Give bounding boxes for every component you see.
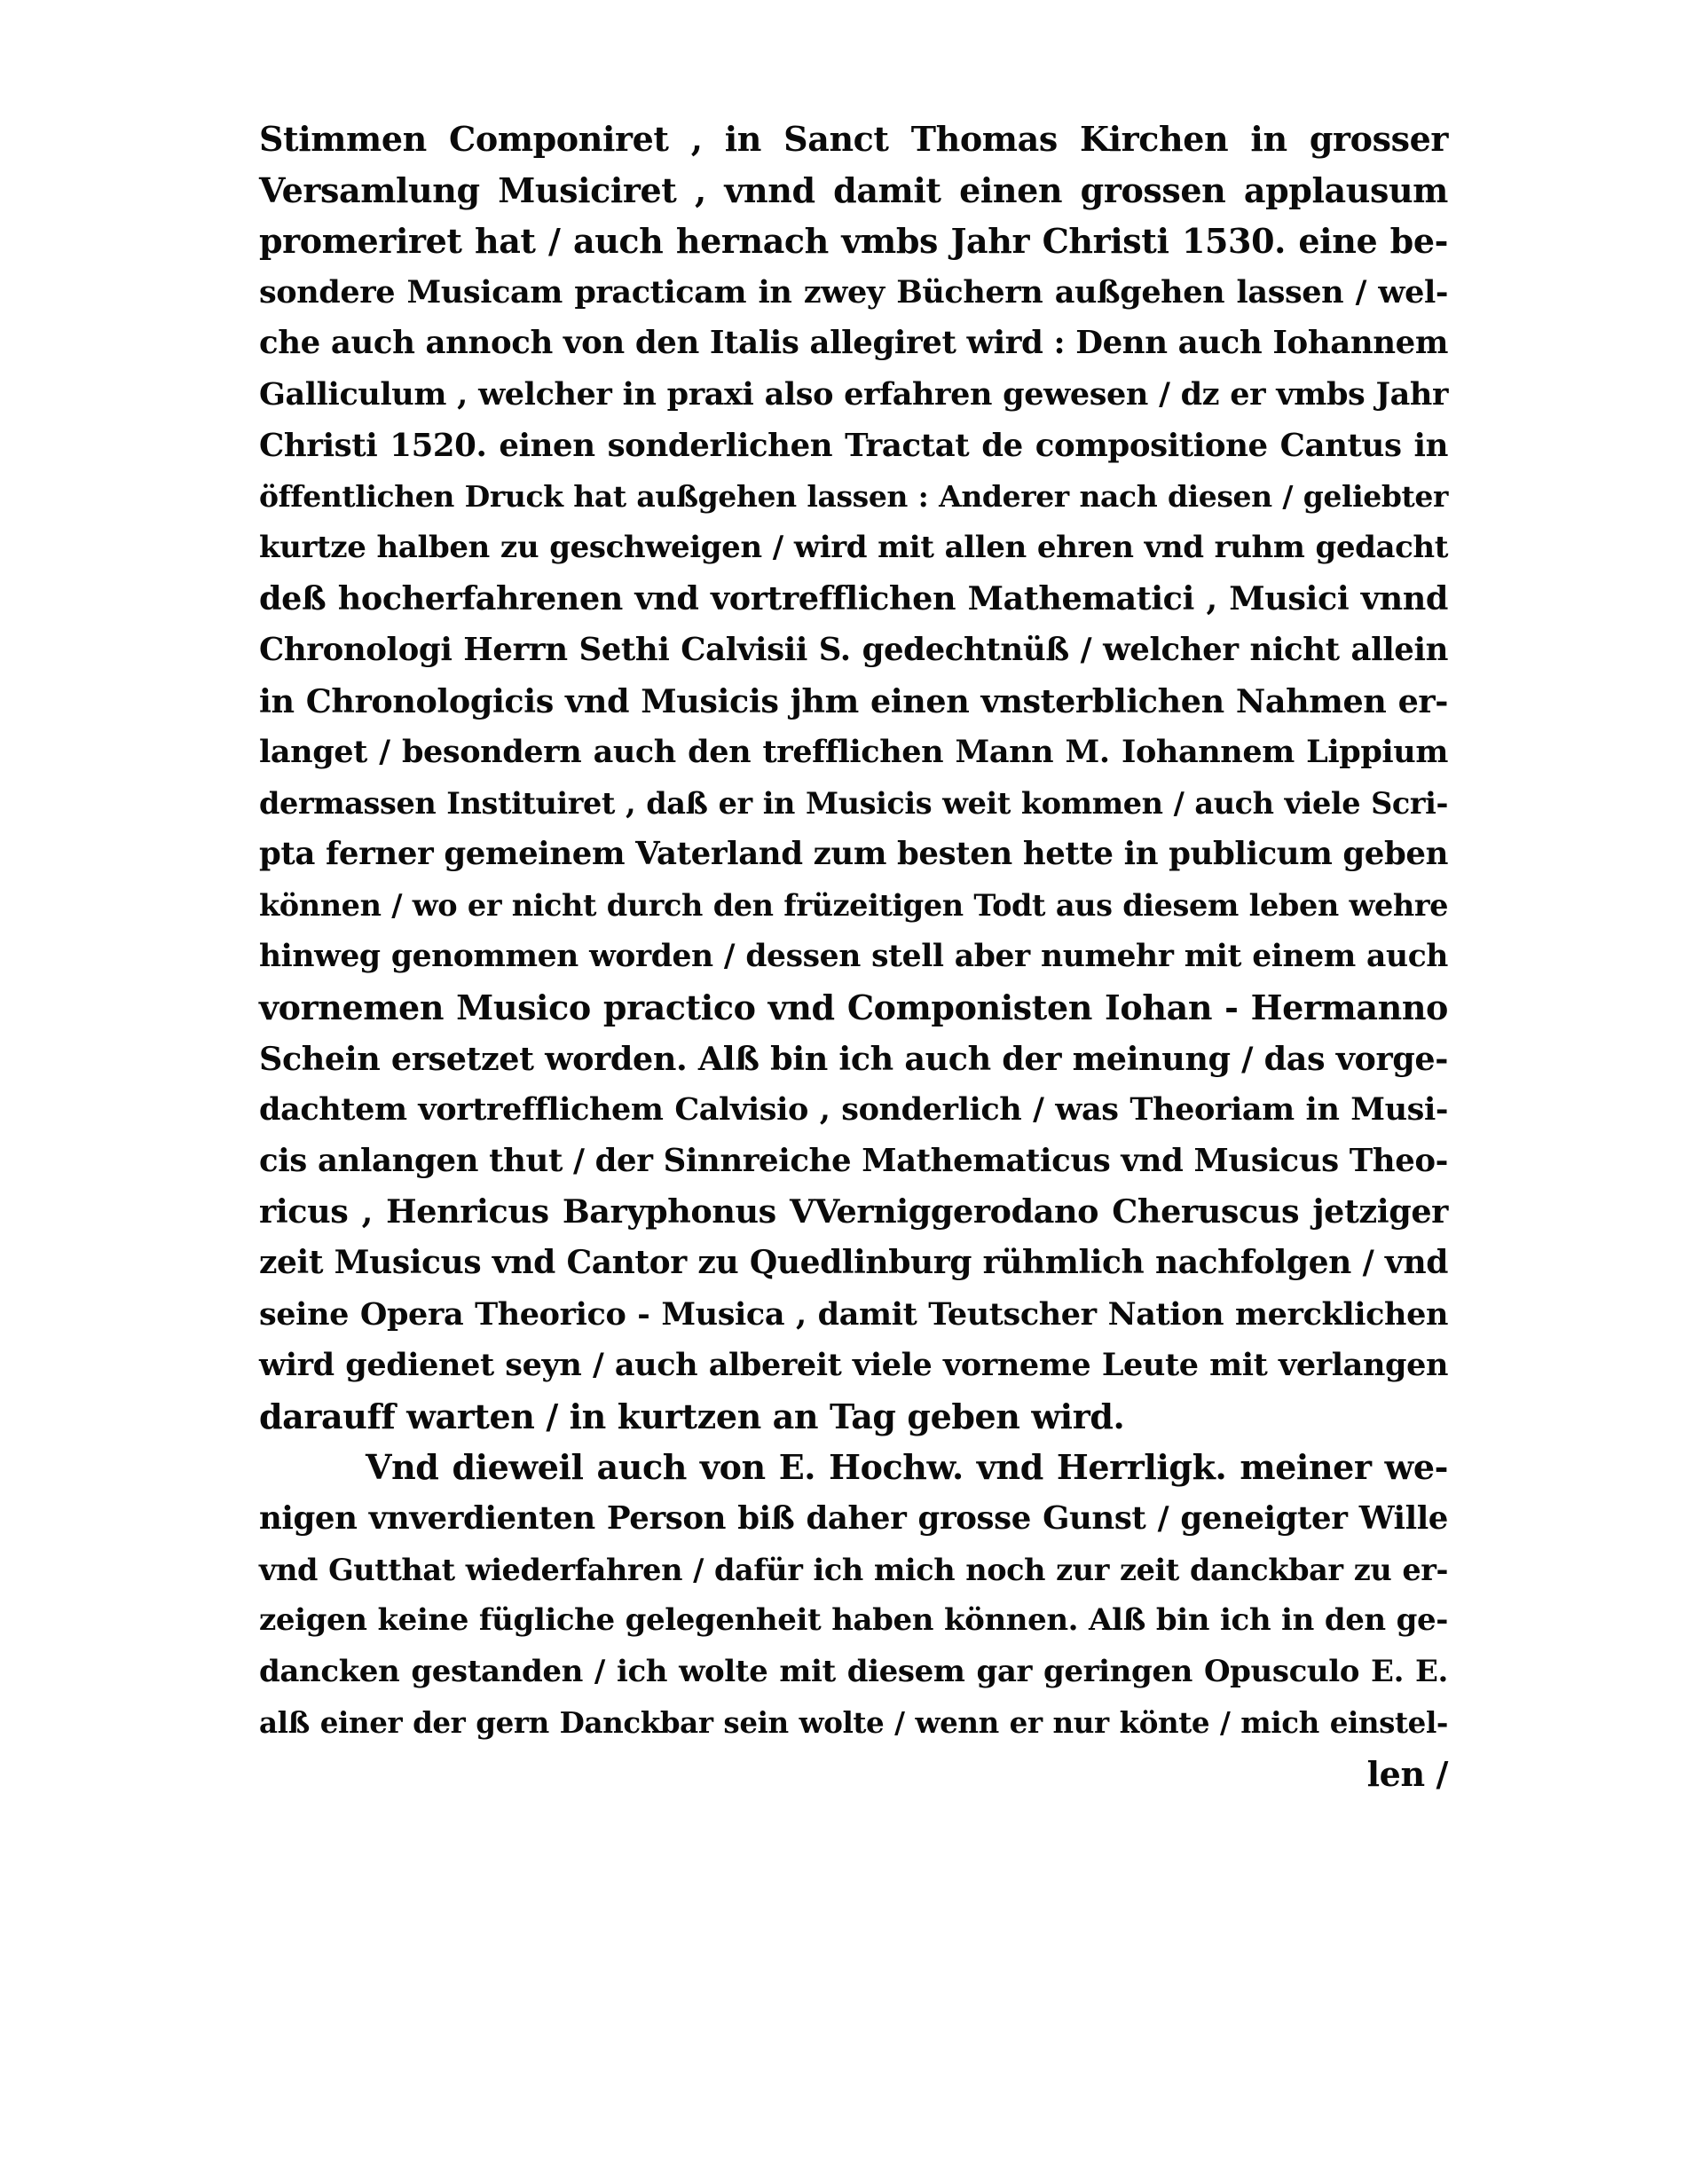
text-line: alß einer der gern Danckbar sein wolte / wenn er nur könte / mich einstel- xyxy=(259,1705,1448,1741)
catchword: len / xyxy=(1366,1754,1448,1794)
text-line: Schein ersetzet worden. Alß bin ich auch der meinung / das vorge- xyxy=(259,1039,1448,1078)
text-line: langet / besondern auch den trefflichen Mann M. Iohannem Lippium xyxy=(259,734,1448,771)
text-line: Stimmen Componiret , in Sanct Thomas Kirchen in grosser xyxy=(259,119,1448,159)
text-line: können / wo er nicht durch den früzeitigen Todt aus diesem leben wehre xyxy=(259,887,1448,923)
body-text xyxy=(259,114,1448,1800)
text-line: dermassen Instituiret , daß er in Musicis weit kommen / auch viele Scri- xyxy=(259,785,1448,821)
text-line: wird gedienet seyn / auch albereit viele vorneme Leute mit verlangen xyxy=(259,1347,1448,1384)
text-line: che auch annoch von den Italis allegiret wird : Denn auch Iohannem xyxy=(259,325,1448,362)
text-line: Chronologi Herrn Sethi Calvisii S. gedechtnüß / welcher nicht allein xyxy=(259,631,1448,668)
text-line: dachtem vortrefflichem Calvisio , sonderlich / was Theoriam in Musi- xyxy=(259,1091,1448,1129)
text-line: Christi 1520. einen sonderlichen Tractat de compositione Cantus in xyxy=(259,427,1448,464)
text-line: vnd Gutthat wiederfahren / dafür ich mich noch zur zeit danckbar zu er- xyxy=(259,1552,1448,1587)
text-line: deß hocherfahrenen vnd vortrefflichen Mathematici , Musici vnnd xyxy=(259,579,1448,618)
text-line: cis anlangen thut / der Sinnreiche Mathematicus vnd Musicus Theo- xyxy=(259,1142,1448,1179)
text-line: ricus , Henricus Baryphonus VVerniggerodano Cheruscus jetziger xyxy=(259,1192,1448,1231)
text-line: zeigen keine fügliche gelegenheit haben können. Alß bin ich in den ge- xyxy=(259,1602,1448,1639)
text-line: pta ferner gemeinem Vaterland zum besten hette in publicum geben xyxy=(259,836,1448,873)
text-line: promeriret hat / auch hernach vmbs Jahr Christi 1530. eine be- xyxy=(259,221,1448,262)
paragraph-start-line: Vnd dieweil auch von E. Hochw. vnd Herrligk. meiner we- xyxy=(366,1447,1448,1488)
text-line: zeit Musicus vnd Cantor zu Quedlinburg rühmlich nachfolgen / vnd xyxy=(259,1244,1448,1282)
text-line: Galliculum , welcher in praxi also erfahren gewesen / dz er vmbs Jahr xyxy=(259,375,1448,413)
text-line: dancken gestanden / ich wolte mit diesem gar geringen Opusculo E. E. xyxy=(259,1653,1448,1689)
text-line: hinweg genommen worden / dessen stell aber numehr mit einem auch xyxy=(259,938,1448,974)
text-line: seine Opera Theorico - Musica , damit Teutscher Nation mercklichen xyxy=(259,1295,1448,1333)
text-line: in Chronologicis vnd Musicis jhm einen vnsterblichen Nahmen er- xyxy=(259,681,1448,720)
text-line: öffentlichen Druck hat außgehen lassen : Anderer nach diesen / geliebter xyxy=(259,479,1448,515)
text-line: Versamlung Musiciret , vnnd damit einen grossen applausum xyxy=(259,169,1448,210)
text-line: kurtze halben zu geschweigen / wird mit allen ehren vnd ruhm gedacht xyxy=(259,529,1448,565)
text-line: nigen vnverdienten Person biß daher grosse Gunst / geneigter Wille xyxy=(259,1500,1448,1538)
text-line: vornemen Musico practico vnd Componisten Iohan - Hermanno xyxy=(259,987,1448,1028)
text-line: sondere Musicam practicam in zwey Büchern außgehen lassen / wel- xyxy=(259,273,1448,311)
paragraph-end-line: darauff warten / in kurtzen an Tag geben wird. xyxy=(259,1396,1125,1436)
